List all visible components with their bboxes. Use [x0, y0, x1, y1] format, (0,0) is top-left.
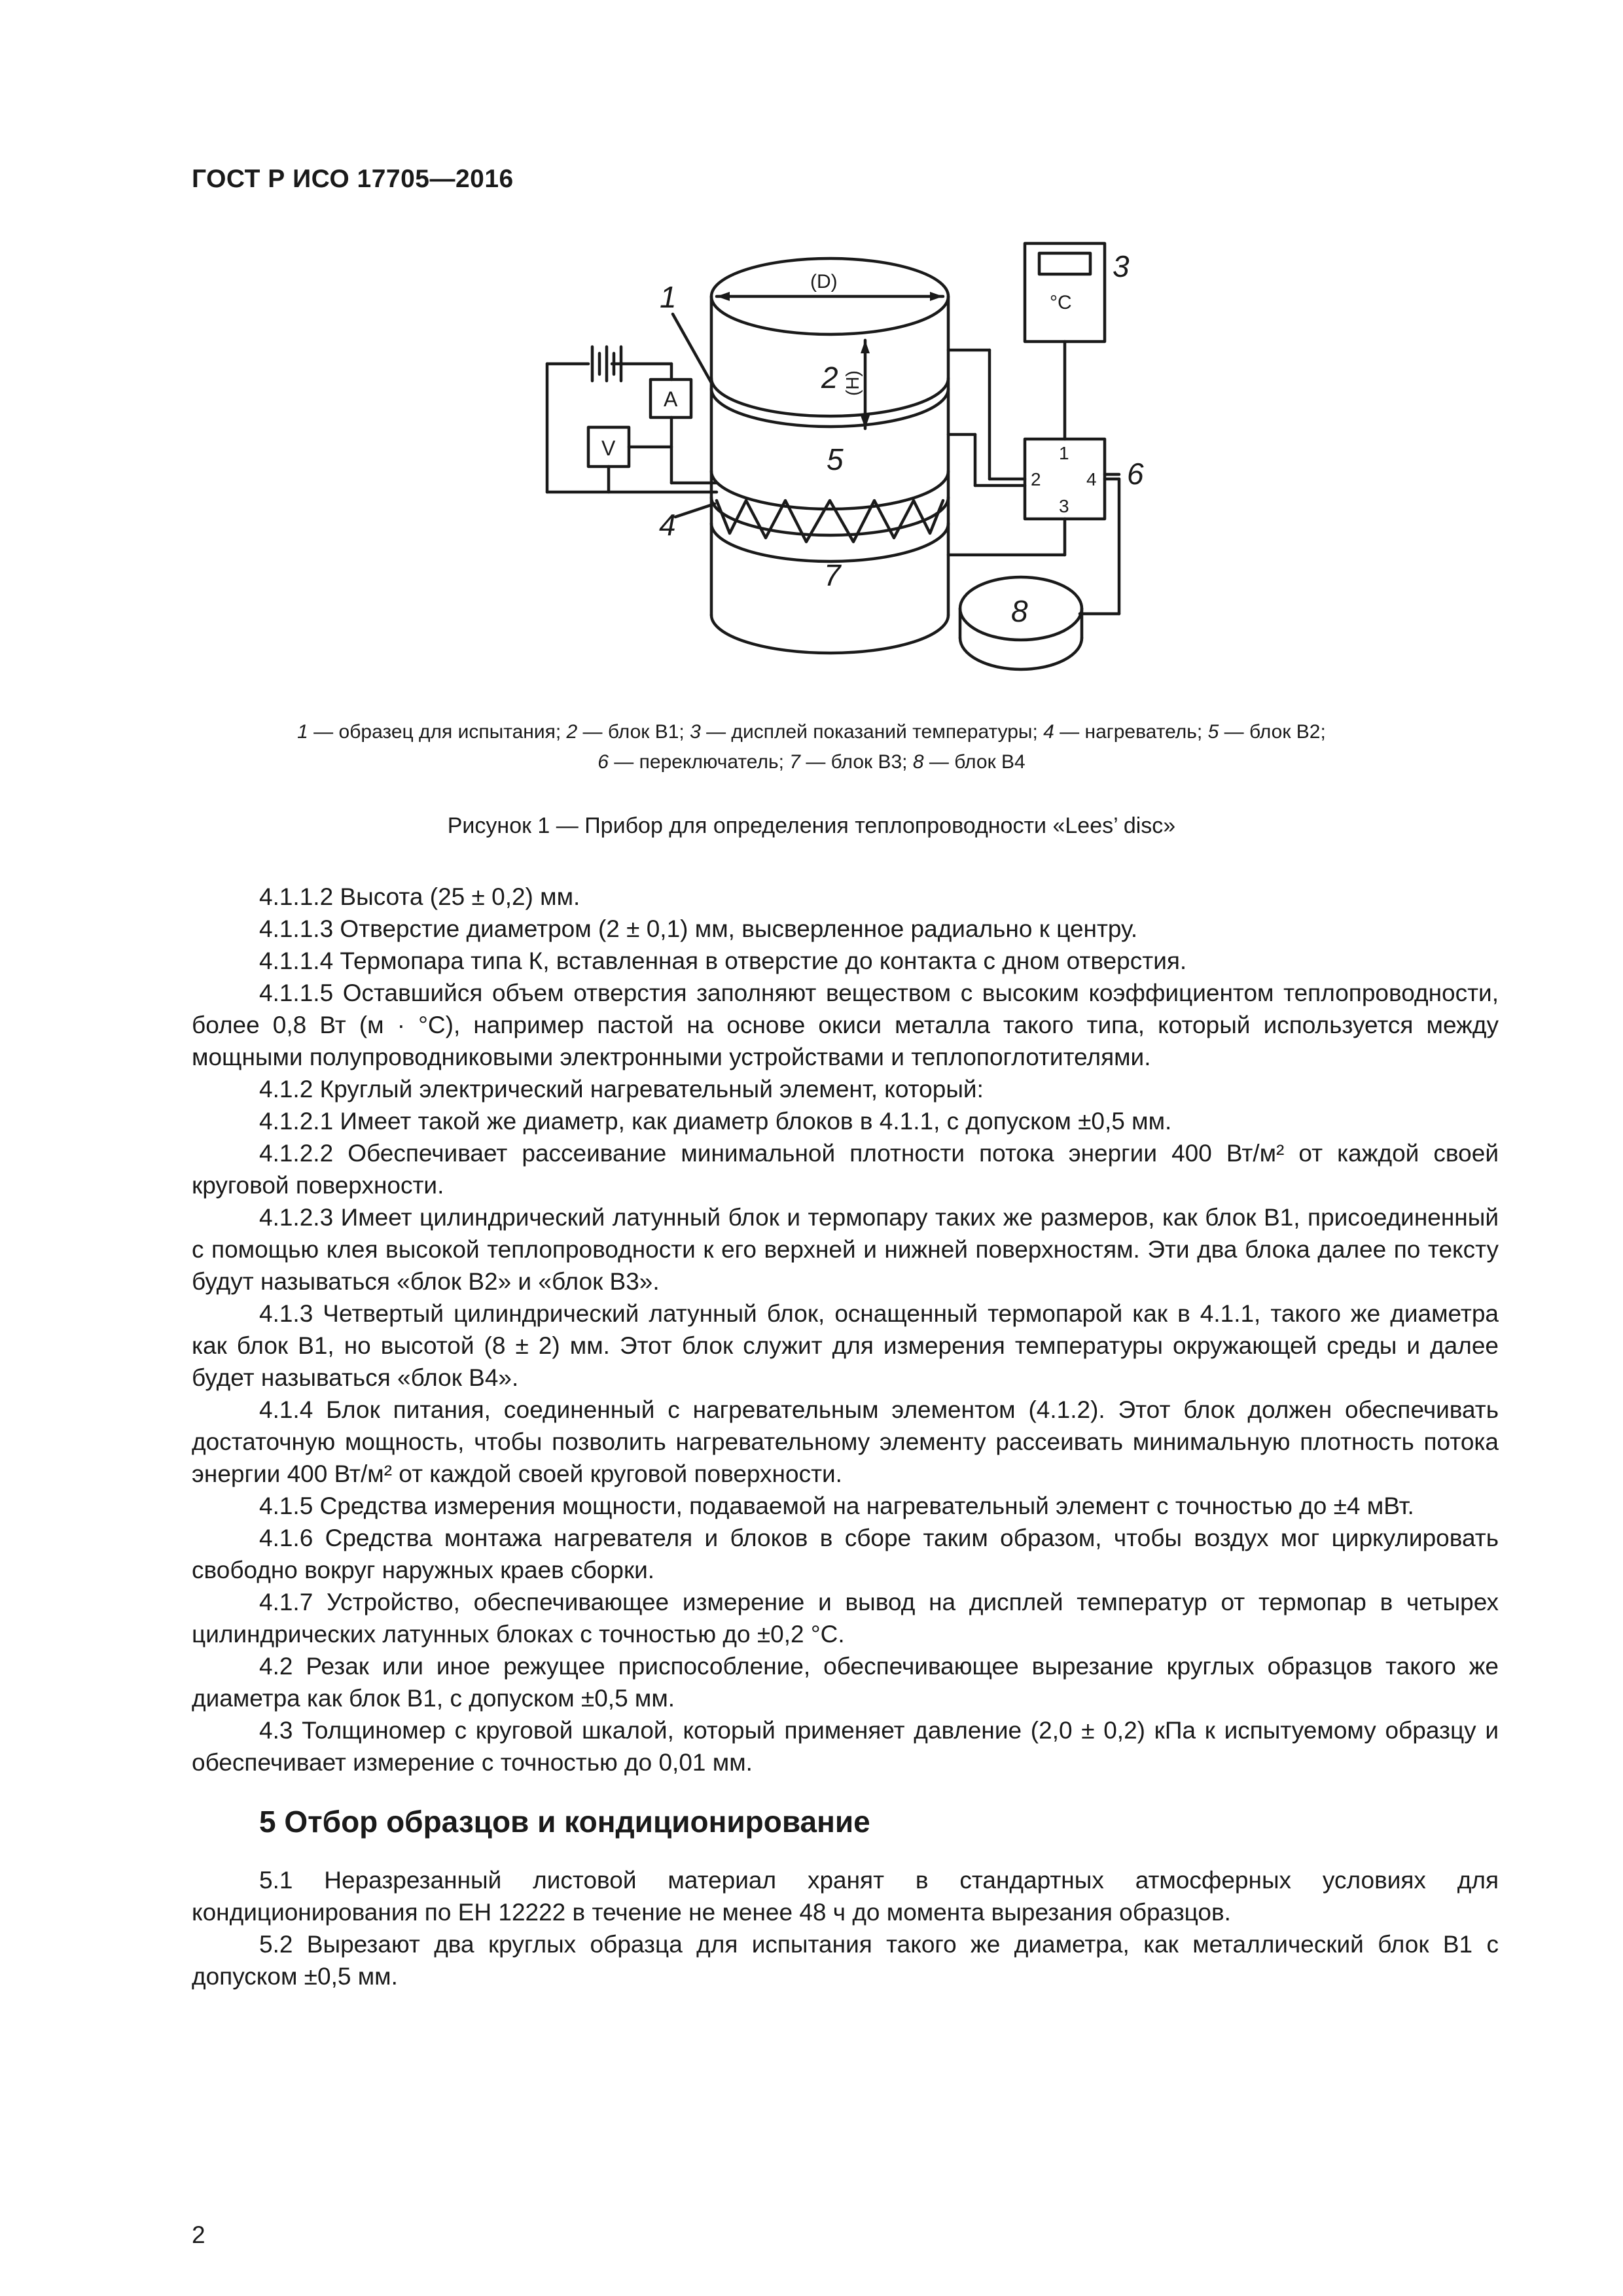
- paragraph-4-1-1-3: 4.1.1.3 Отверстие диаметром (2 ± 0,1) мм, высверленное радиально к центру.: [259, 915, 1138, 942]
- legend-text: — блок В4: [923, 751, 1026, 773]
- paragraph-4-1-2-1: 4.1.2.1 Имеет такой же диаметр, как диаметр блоков в 4.1.1, с допуском ±0,5 мм.: [259, 1108, 1172, 1135]
- legend-num: 6: [597, 751, 609, 773]
- legend-num: 2: [566, 721, 578, 743]
- paragraph-4-1-2-2: 4.1.2.2 Обеспечивает рассеивание минимальной плотности потока энергии 400 Вт/м² от каждой своей круговой поверхности.: [192, 1140, 1499, 1199]
- label-3: 3: [1113, 249, 1130, 283]
- apparatus-diagram: [0, 0, 1623, 726]
- body-text: [192, 881, 1499, 1992]
- paragraph-4-1-6: 4.1.6 Средства монтажа нагревателя и блоков в сборе таким образом, чтобы воздух мог циркулировать свободно вокруг наружных краев сборки.: [192, 1525, 1499, 1583]
- label-2: 2: [821, 361, 838, 395]
- paragraph-5-2: 5.2 Вырезают два круглых образца для испытания такого же диаметра, как металлический блок В1 с допуском ±0,5 мм.: [192, 1931, 1499, 1990]
- dimension-h: (H): [842, 370, 863, 396]
- paragraph-4-1-2-3: 4.1.2.3 Имеет цилиндрический латунный блок и термопару таких же размеров, как блок В1, присоединенный с помощью клея высокой теплопроводности к его верхней и нижней поверхностям. Эти два блока далее по тексту будут называться «блок В2» и «блок В3».: [192, 1204, 1499, 1295]
- paragraph-5-1: 5.1 Неразрезанный листовой материал хранят в стандартных атмосферных условиях для кондиционирования по ЕН 12222 в течение не менее 48 ч до момента вырезания образцов.: [192, 1867, 1499, 1926]
- display-unit: °C: [1050, 292, 1072, 313]
- lees-disc-figure: [0, 0, 1623, 726]
- legend-text: — блок В1;: [577, 721, 690, 743]
- paragraph-4-1-1-2: 4.1.1.2 Высота (25 ± 0,2) мм.: [259, 883, 580, 910]
- paragraph-4-3: 4.3 Толщиномер с круговой шкалой, который применяет давление (2,0 ± 0,2) кПа к испытуемому образцу и обеспечивает измерение с точностью до 0,01 мм.: [192, 1717, 1499, 1776]
- legend-num: 3: [690, 721, 701, 743]
- dimension-d: (D): [810, 271, 838, 292]
- switch-terminal-2: 2: [1031, 469, 1041, 489]
- paragraph-4-1-3: 4.1.3 Четвертый цилиндрический латунный блок, оснащенный термопарой как в 4.1.1, такого же диаметра как блок В1, но высотой (8 ± 2) мм. Этот блок служит для измерения температуры окружающей среды и далее будет называться «блок В4».: [192, 1300, 1499, 1391]
- legend-num: 5: [1207, 721, 1219, 743]
- figure-legend-line-2: [0, 747, 1623, 777]
- paragraph-4-1-1-5: 4.1.1.5 Оставшийся объем отверстия заполняют веществом с высоким коэффициентом теплопроводности, более 0,8 Вт (м · °С), например пастой на основе окиси металла такого типа, который используется между мощными полупроводниковыми электронными устройствами и теплопоглотителями.: [192, 980, 1499, 1070]
- switch-terminal-1: 1: [1059, 443, 1069, 463]
- voltmeter-label: V: [601, 436, 616, 460]
- label-6: 6: [1127, 457, 1144, 491]
- ammeter-label: A: [664, 387, 678, 411]
- label-1: 1: [660, 280, 677, 314]
- label-5: 5: [827, 442, 844, 476]
- legend-text: — образец для испытания;: [308, 721, 567, 743]
- paragraph-4-1-5: 4.1.5 Средства измерения мощности, подаваемой на нагревательный элемент с точностью до ±4 мВт.: [259, 1492, 1414, 1519]
- legend-text: — блок В2;: [1219, 721, 1326, 743]
- page-number: 2: [192, 2221, 205, 2248]
- switch-terminal-3: 3: [1059, 496, 1069, 516]
- label-8: 8: [1011, 594, 1028, 628]
- label-4: 4: [659, 508, 676, 542]
- paragraph-4-1-4: 4.1.4 Блок питания, соединенный с нагревательным элементом (4.1.2). Этот блок должен обеспечивать достаточную мощность, чтобы позволить нагревательному элементу рассеивать минимальную плотность потока энергии 400 Вт/м² от каждой своей круговой поверхности.: [192, 1396, 1499, 1487]
- figure-legend-line-1: [0, 717, 1623, 747]
- legend-text: — переключатель;: [608, 751, 790, 773]
- legend-num: 8: [912, 751, 924, 773]
- legend-num: 7: [789, 751, 800, 773]
- legend-text: — нагреватель;: [1054, 721, 1208, 743]
- legend-text: — дисплей показаний температуры;: [700, 721, 1044, 743]
- legend-text: — блок В3;: [800, 751, 913, 773]
- switch-terminal-4: 4: [1086, 469, 1097, 489]
- legend-num: 1: [297, 721, 308, 743]
- figure-caption: Рисунок 1 — Прибор для определения теплопроводности «Lees’ disc»: [447, 813, 1176, 838]
- label-7: 7: [824, 558, 841, 592]
- legend-num: 4: [1043, 721, 1054, 743]
- paragraph-4-1-2: 4.1.2 Круглый электрический нагревательный элемент, который:: [259, 1076, 984, 1103]
- document-code: ГОСТ Р ИСО 17705—2016: [192, 165, 514, 193]
- paragraph-4-1-7: 4.1.7 Устройство, обеспечивающее измерение и вывод на дисплей температур от термопар в четырех цилиндрических латунных блоках с точностью до ±0,2 °С.: [192, 1589, 1499, 1648]
- section-5-heading: 5 Отбор образцов и кондиционирование: [259, 1805, 870, 1839]
- paragraph-4-1-1-4: 4.1.1.4 Термопара типа К, вставленная в отверстие до контакта с дном отверстия.: [259, 947, 1187, 974]
- paragraph-4-2: 4.2 Резак или иное режущее приспособление, обеспечивающее вырезание круглых образцов такого же диаметра как блок В1, с допуском ±0,5 мм.: [192, 1653, 1499, 1712]
